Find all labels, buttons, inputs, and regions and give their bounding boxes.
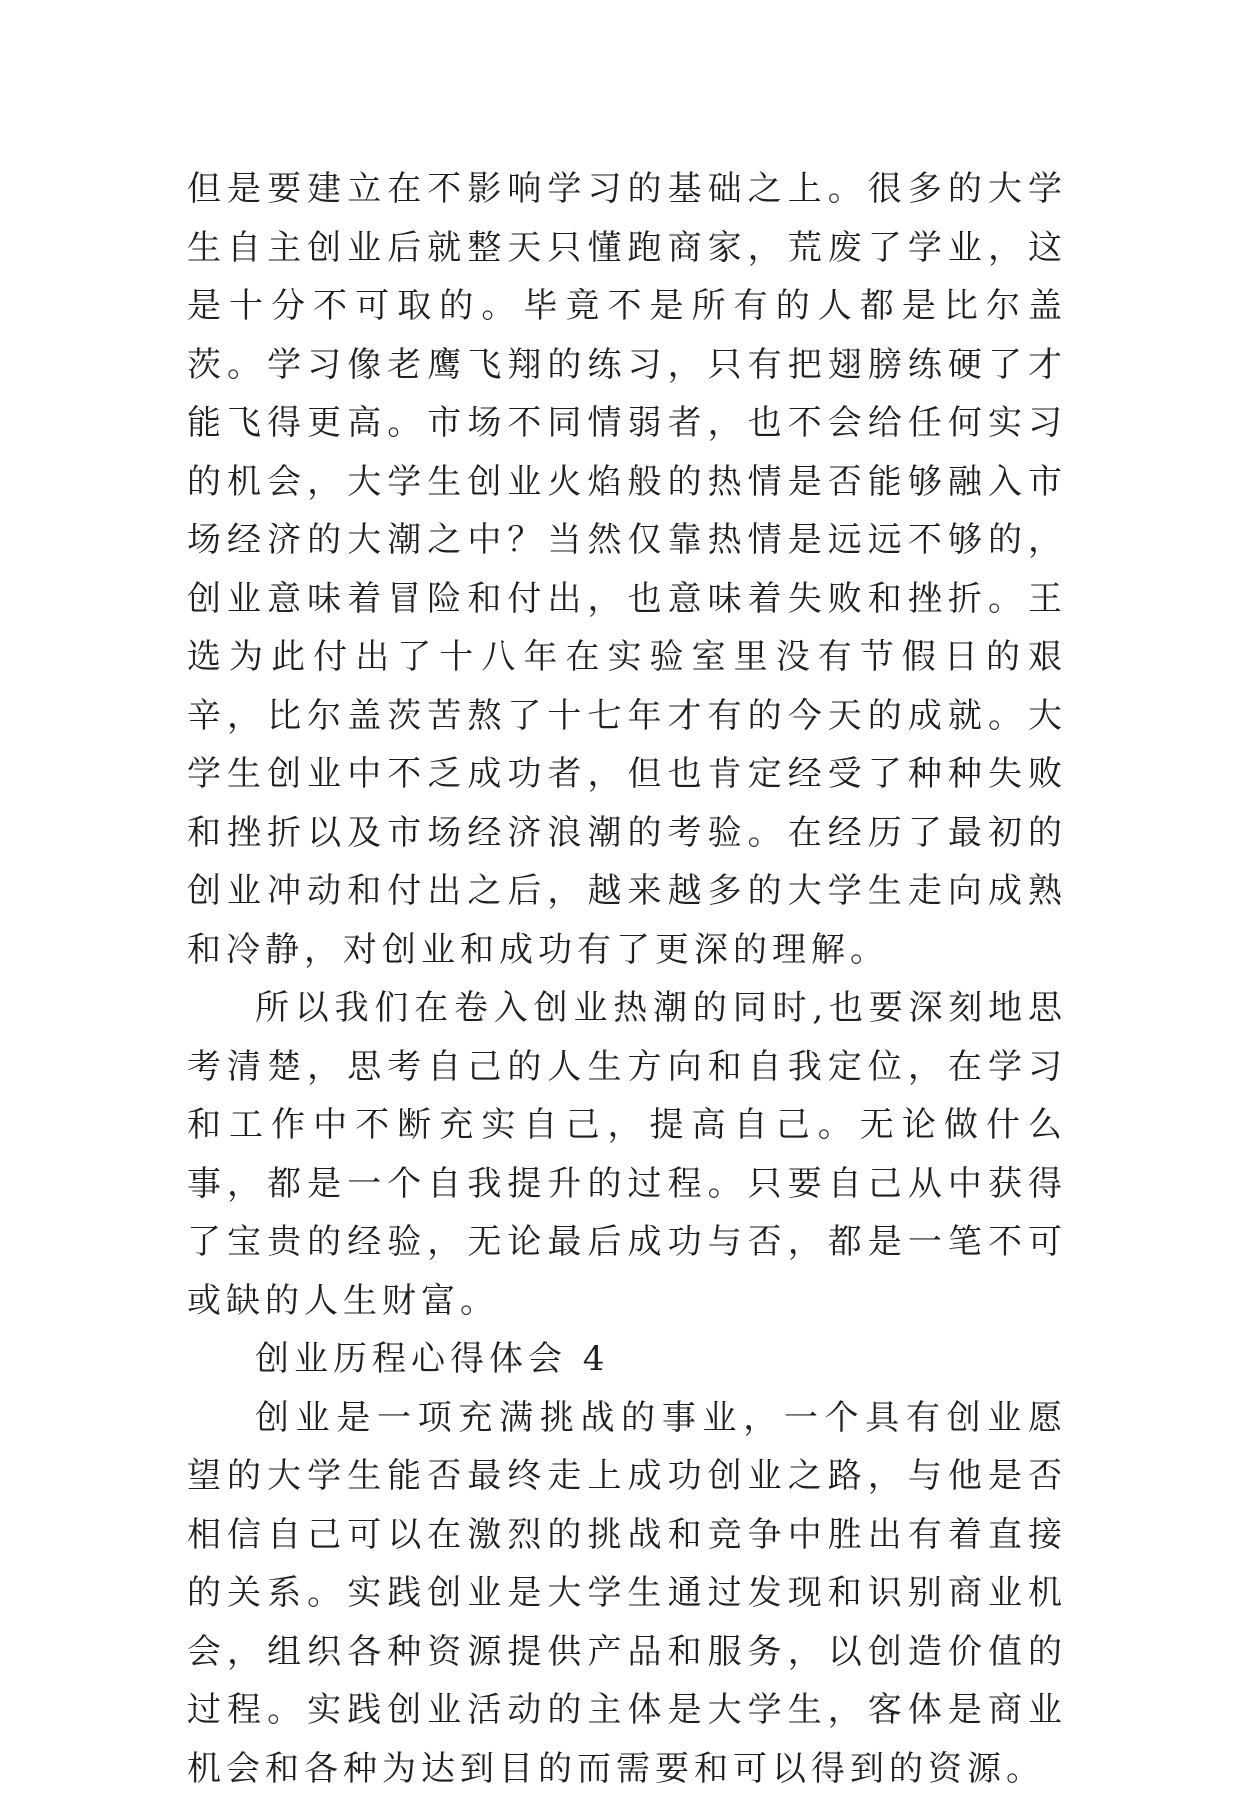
document-body xyxy=(187,160,1067,1798)
paragraph-section-body: 创业是一项充满挑战的事业，一个具有创业愿望的大学生能否最终走上成功创业之路，与他是否相信自己可以在激烈的挑战和竞争中胜出有着直接的关系。实践创业是大学生通过发现和识别商业机会，组织各种资源提供产品和服务，以创造价值的过程。实践创业活动的主体是大学生，客体是商业机会和各种为达到目的而需要和可以得到的资源。 xyxy=(187,1389,1067,1798)
section-heading: 创业历程心得体会 4 xyxy=(187,1330,1067,1389)
paragraph-reflection: 所以我们在卷入创业热潮的同时,也要深刻地思考清楚，思考自己的人生方向和自我定位，在学习和工作中不断充实自己，提高自己。无论做什么事，都是一个自我提升的过程。只要自己从中获得了宝贵的经验，无论最后成功与否，都是一笔不可或缺的人生财富。 xyxy=(187,979,1067,1330)
paragraph-continuation: 但是要建立在不影响学习的基础之上。很多的大学生自主创业后就整天只懂跑商家，荒废了学业，这是十分不可取的。毕竟不是所有的人都是比尔盖茨。学习像老鹰飞翔的练习，只有把翅膀练硬了才能飞得更高。市场不同情弱者，也不会给任何实习的机会，大学生创业火焰般的热情是否能够融入市场经济的大潮之中？当然仅靠热情是远远不够的，创业意味着冒险和付出，也意味着失败和挫折。王选为此付出了十八年在实验室里没有节假日的艰辛，比尔盖茨苦熬了十七年才有的今天的成就。大学生创业中不乏成功者，但也肯定经受了种种失败和挫折以及市场经济浪潮的考验。在经历了最初的创业冲动和付出之后，越来越多的大学生走向成熟和冷静，对创业和成功有了更深的理解。 xyxy=(187,160,1067,979)
